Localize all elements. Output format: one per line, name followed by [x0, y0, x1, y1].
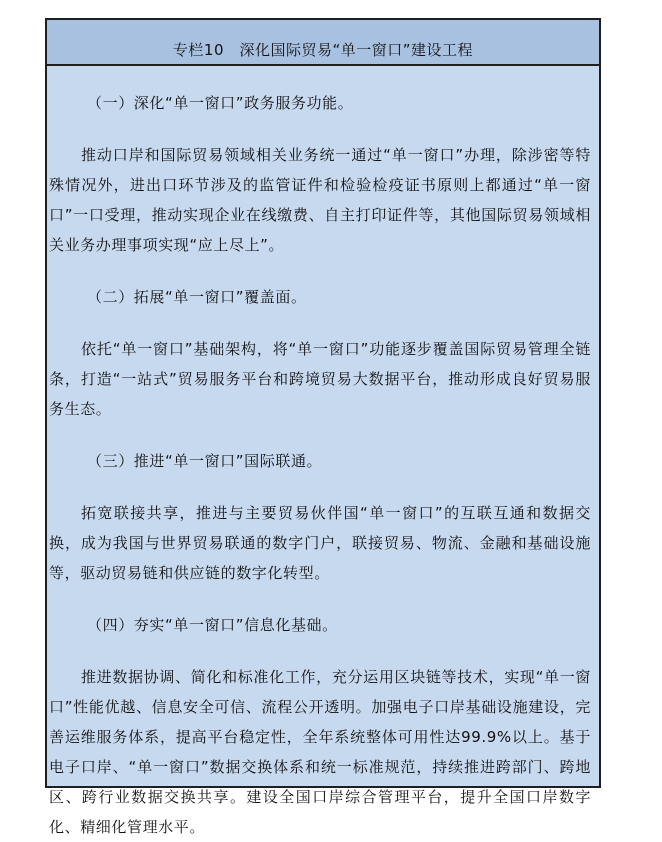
section-3-body: 拓宽联接共享，推进与主要贸易伙伴国“单一窗口”的互联互通和数据交换，成为我国与世界贸易联通的数字门户，联接贸易、物流、金融和基础设施等，驱动贸易链和供应链的数字化转型。: [49, 504, 591, 582]
section-1-heading: （一）深化“单一窗口”政务服务功能。: [87, 94, 354, 112]
feature-box: [45, 18, 601, 836]
section-1-body: 推动口岸和国际贸易领域相关业务统一通过“单一窗口”办理，除涉密等特殊情况外，进出口环节涉及的监管证件和检验检疫证书原则上都通过“单一窗口”一口受理，推动实现企业在线缴费、自主打印证件等，其他国际贸易领域相关业务办理事项实现“应上尽上”。: [49, 146, 591, 254]
section-2-body: 依托“单一窗口”基础架构，将“单一窗口”功能逐步覆盖国际贸易管理全链条，打造“一站式”贸易服务平台和跨境贸易大数据平台，推动形成良好贸易服务生态。: [49, 340, 591, 418]
section-4-heading: （四）夯实“单一窗口”信息化基础。: [87, 616, 338, 634]
section-4-body: 推进数据协调、简化和标准化工作，充分运用区块链等技术，实现“单一窗口”性能优越、信息安全可信、流程公开透明。加强电子口岸基础设施建设，完善运维服务体系，提高平台稳定性，全年系统整体可用性达99.9%以上。基于电子口岸、“单一窗口”数据交换体系和统一标准规范，持续推进跨部门、跨地区、跨行业数据交换共享。建设全国口岸综合管理平台，提升全国口岸数字化、精细化管理水平。: [49, 668, 591, 836]
box-content: [47, 66, 599, 842]
section-2-heading: （二）拓展“单一窗口”覆盖面。: [87, 288, 307, 306]
section-3-heading: （三）推进“单一窗口”国际联通。: [87, 452, 323, 470]
box-title: 专栏10 深化国际贸易“单一窗口”建设工程: [47, 20, 599, 66]
